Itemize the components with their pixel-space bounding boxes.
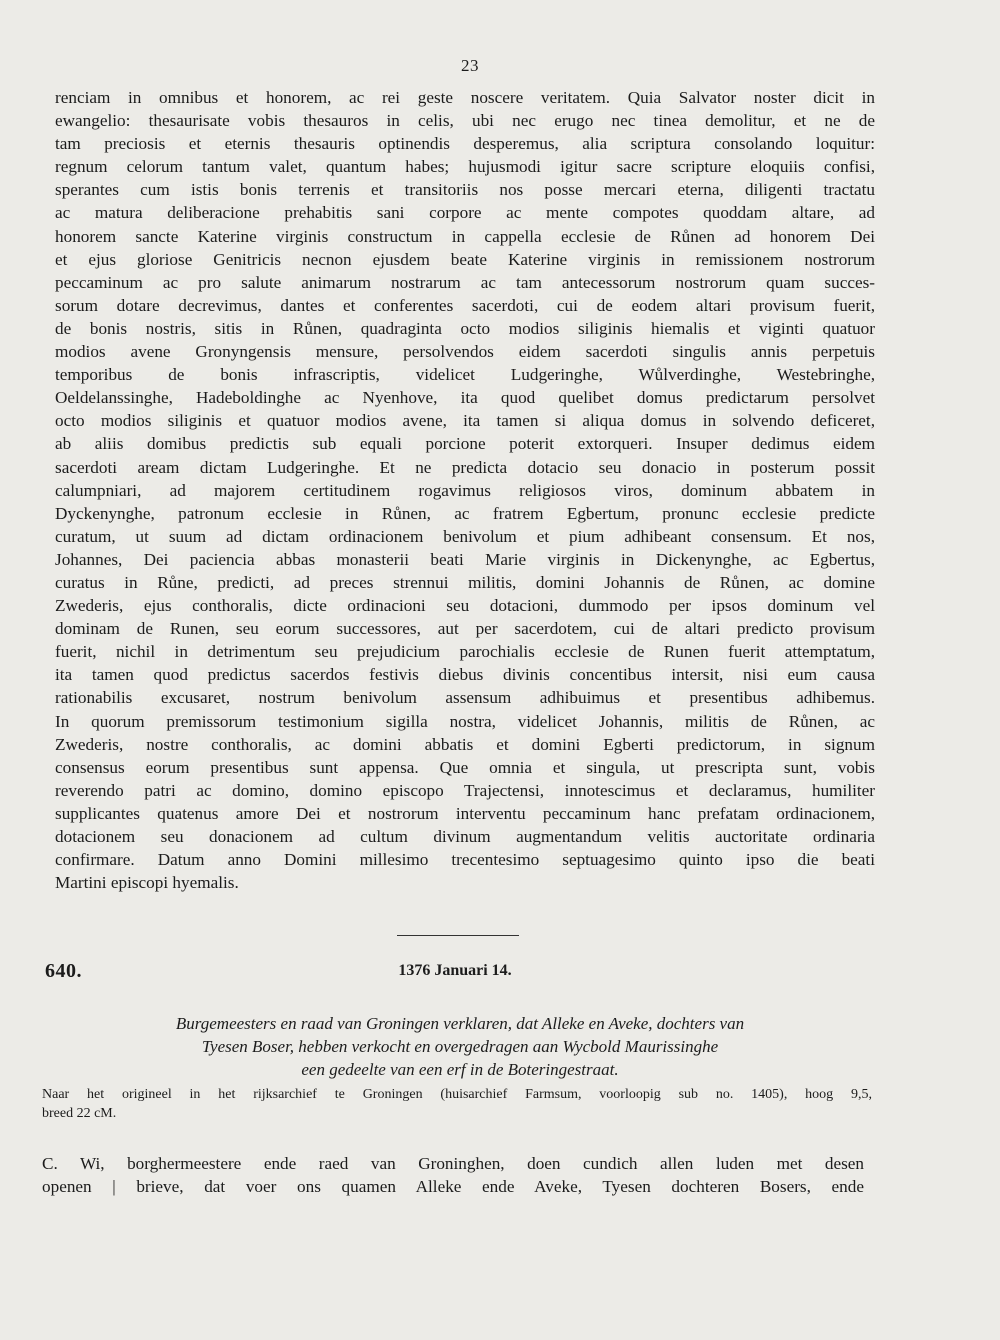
text-line: Martini episcopi hyemalis. (55, 873, 239, 893)
entry-date: 1376 Januari 14. (398, 962, 512, 979)
entry-summary (80, 1013, 840, 1082)
text-line: consensus eorum presentibus sunt appensa. Que omnia et singula, ut prescripta sunt, vobis (55, 757, 875, 777)
source-note (42, 1085, 872, 1123)
text-line: tam preciosis et eternis thesauris optinendis desperemus, alia scriptura consolando loquitur: (55, 134, 875, 154)
text-line: renciam in omnibus et honorem, ac rei geste noscere veritatem. Quia Salvator noster dicit in (55, 88, 875, 107)
text-line: ac matura deliberacione prehabitis sani corpore ac mente compotes quoddam altare, ad (55, 203, 875, 223)
text-line: openen | brieve, dat voer ons quamen Alleke ende Aveke, Tyesen dochteren Bosers, ende (42, 1177, 864, 1196)
text-line: C. Wi, borghermeestere ende raed van Groninghen, doen cundich allen luden met desen (42, 1154, 864, 1173)
text-line: ita tamen quod predictus sacerdos festivis diebus divinis concentibus intersit, nisi eum causa (55, 665, 875, 685)
text-line: honorem sancte Katerine virginis constructum in cappella ecclesie de Růnen ad honorem Dei (55, 226, 875, 246)
section-divider (397, 935, 519, 936)
text-line: confirmare. Datum anno Domini millesimo trecentesimo septuagesimo quinto ipso die beati (55, 850, 875, 870)
text-line: supplicantes quatenus amore Dei et nostrorum interventu peccaminum hanc prefatam ordinacionem, (55, 803, 875, 823)
text-line: dominam de Runen, seu eorum successores, aut per sacerdotem, cui de altari predicto provisum (55, 619, 875, 639)
text-line: peccaminum ac pro salute animarum nostrarum ac tam antecessorum nostrorum quam succes- (55, 272, 875, 292)
text-line: sperantes cum istis bonis terrenis et transitoriis nos posse mercari eterna, diligenti tractatu (55, 180, 875, 200)
text-line: In quorum premissorum testimonium sigilla nostra, videlicet Johannis, militis de Růnen, ac (55, 711, 875, 731)
text-line: fuerit, nichil in detrimentum seu prejudicium parochialis ecclesie de Runen fuerit attemptatum, (55, 642, 875, 662)
charter-body-text (55, 86, 875, 894)
page-number: 23 (461, 56, 479, 75)
summary-line: een gedeelte van een erf in de Boteringestraat. (301, 1060, 619, 1080)
source-line: breed 22 cM. (42, 1106, 117, 1121)
source-line: Naar het origineel in het rijksarchief te Groningen (huisarchief Farmsum, voorloopig sub no. 1405), hoog 9,5, (42, 1087, 872, 1102)
text-line: sacerdoti aream dictam Ludgeringhe. Et ne predicta dotacio seu donacio in posterum possit (55, 457, 875, 477)
text-line: reverendo patri ac domino, domino episcopo Trajectensi, innotescimus et declaramus, humiliter (55, 780, 875, 800)
text-line: calumpniari, ad majorem certitudinem rogavimus religiosos viros, dominum abbatem in (55, 480, 875, 500)
charter-opening-text (42, 1152, 864, 1198)
text-line: sorum dotare decrevimus, dantes et conferentes sacerdoti, cui de eodem altari provisum fuerit, (55, 295, 875, 315)
text-line: Zwederis, nostre conthoralis, ac domini abbatis et domini Egberti predictorum, in signum (55, 734, 875, 754)
text-line: curatus in Růne, predicti, ad preces strennui militis, domini Johannis de Růnen, ac domine (55, 572, 875, 592)
text-line: rationabilis excusaret, nostrum benivolum assensum adhibuimus et presentibus adhibemus. (55, 688, 875, 708)
text-line: et ejus gloriose Genitricis necnon ejusdem beate Katerine virginis in remissionem nostrorum (55, 249, 875, 269)
text-line: de bonis nostris, sitis in Růnen, quadraginta octo modios siliginis hiemalis et viginti quatuor (55, 318, 875, 338)
text-line: Zwederis, ejus conthoralis, dicte ordinacioni seu dotacioni, dummodo per ipsos dominum vel (55, 596, 875, 616)
text-line: dotacionem seu donacionem ad cultum divinum augmentandum velitis auctoritate ordinaria (55, 827, 875, 846)
text-line: ab aliis domibus predictis sub equali porcione poterit extorqueri. Insuper dedimus eidem (55, 434, 875, 454)
text-line: ewangelio: thesaurisate vobis thesauros in celis, ubi nec erugo nec tinea demolitur, et ne de (55, 111, 875, 131)
summary-line: Burgemeesters en raad van Groningen verklaren, dat Alleke en Aveke, dochters van (175, 1014, 745, 1033)
text-line: temporibus de bonis infrascriptis, videlicet Ludgeringhe, Wůlverdinghe, Westebringhe, (55, 365, 875, 385)
text-line: modios avene Gronyngensis mensure, persolvendos eidem sacerdoti singulis annis perpetuis (55, 342, 875, 362)
entry-number: 640. (45, 960, 82, 982)
text-line: Oeldelanssinghe, Hadeboldinghe ac Nyenhove, ita quod quelibet domus predictarum persolvet (55, 388, 875, 408)
summary-line: Tyesen Boser, hebben verkocht en overgedragen aan Wycbold Maurissinghe (201, 1037, 719, 1057)
text-line: octo modios siliginis et quatuor modios avene, ita tamen si aliqua domus in solvendo deficeret, (55, 411, 875, 431)
text-line: regnum celorum tantum valet, quantum habes; hujusmodi igitur sacre scripture eloquiis confisi, (55, 157, 875, 177)
text-line: Johannes, Dei paciencia abbas monasterii beati Marie virginis in Dickenynghe, ac Egbertus, (55, 549, 875, 569)
text-line: curatum, ut suum ad dictam ordinacionem benivolum et pium adhibeant consensum. Et nos, (55, 526, 875, 546)
text-line: Dyckenynghe, patronum ecclesie in Růnen, ac fratrem Egbertum, pronunc ecclesie predicte (55, 503, 875, 523)
